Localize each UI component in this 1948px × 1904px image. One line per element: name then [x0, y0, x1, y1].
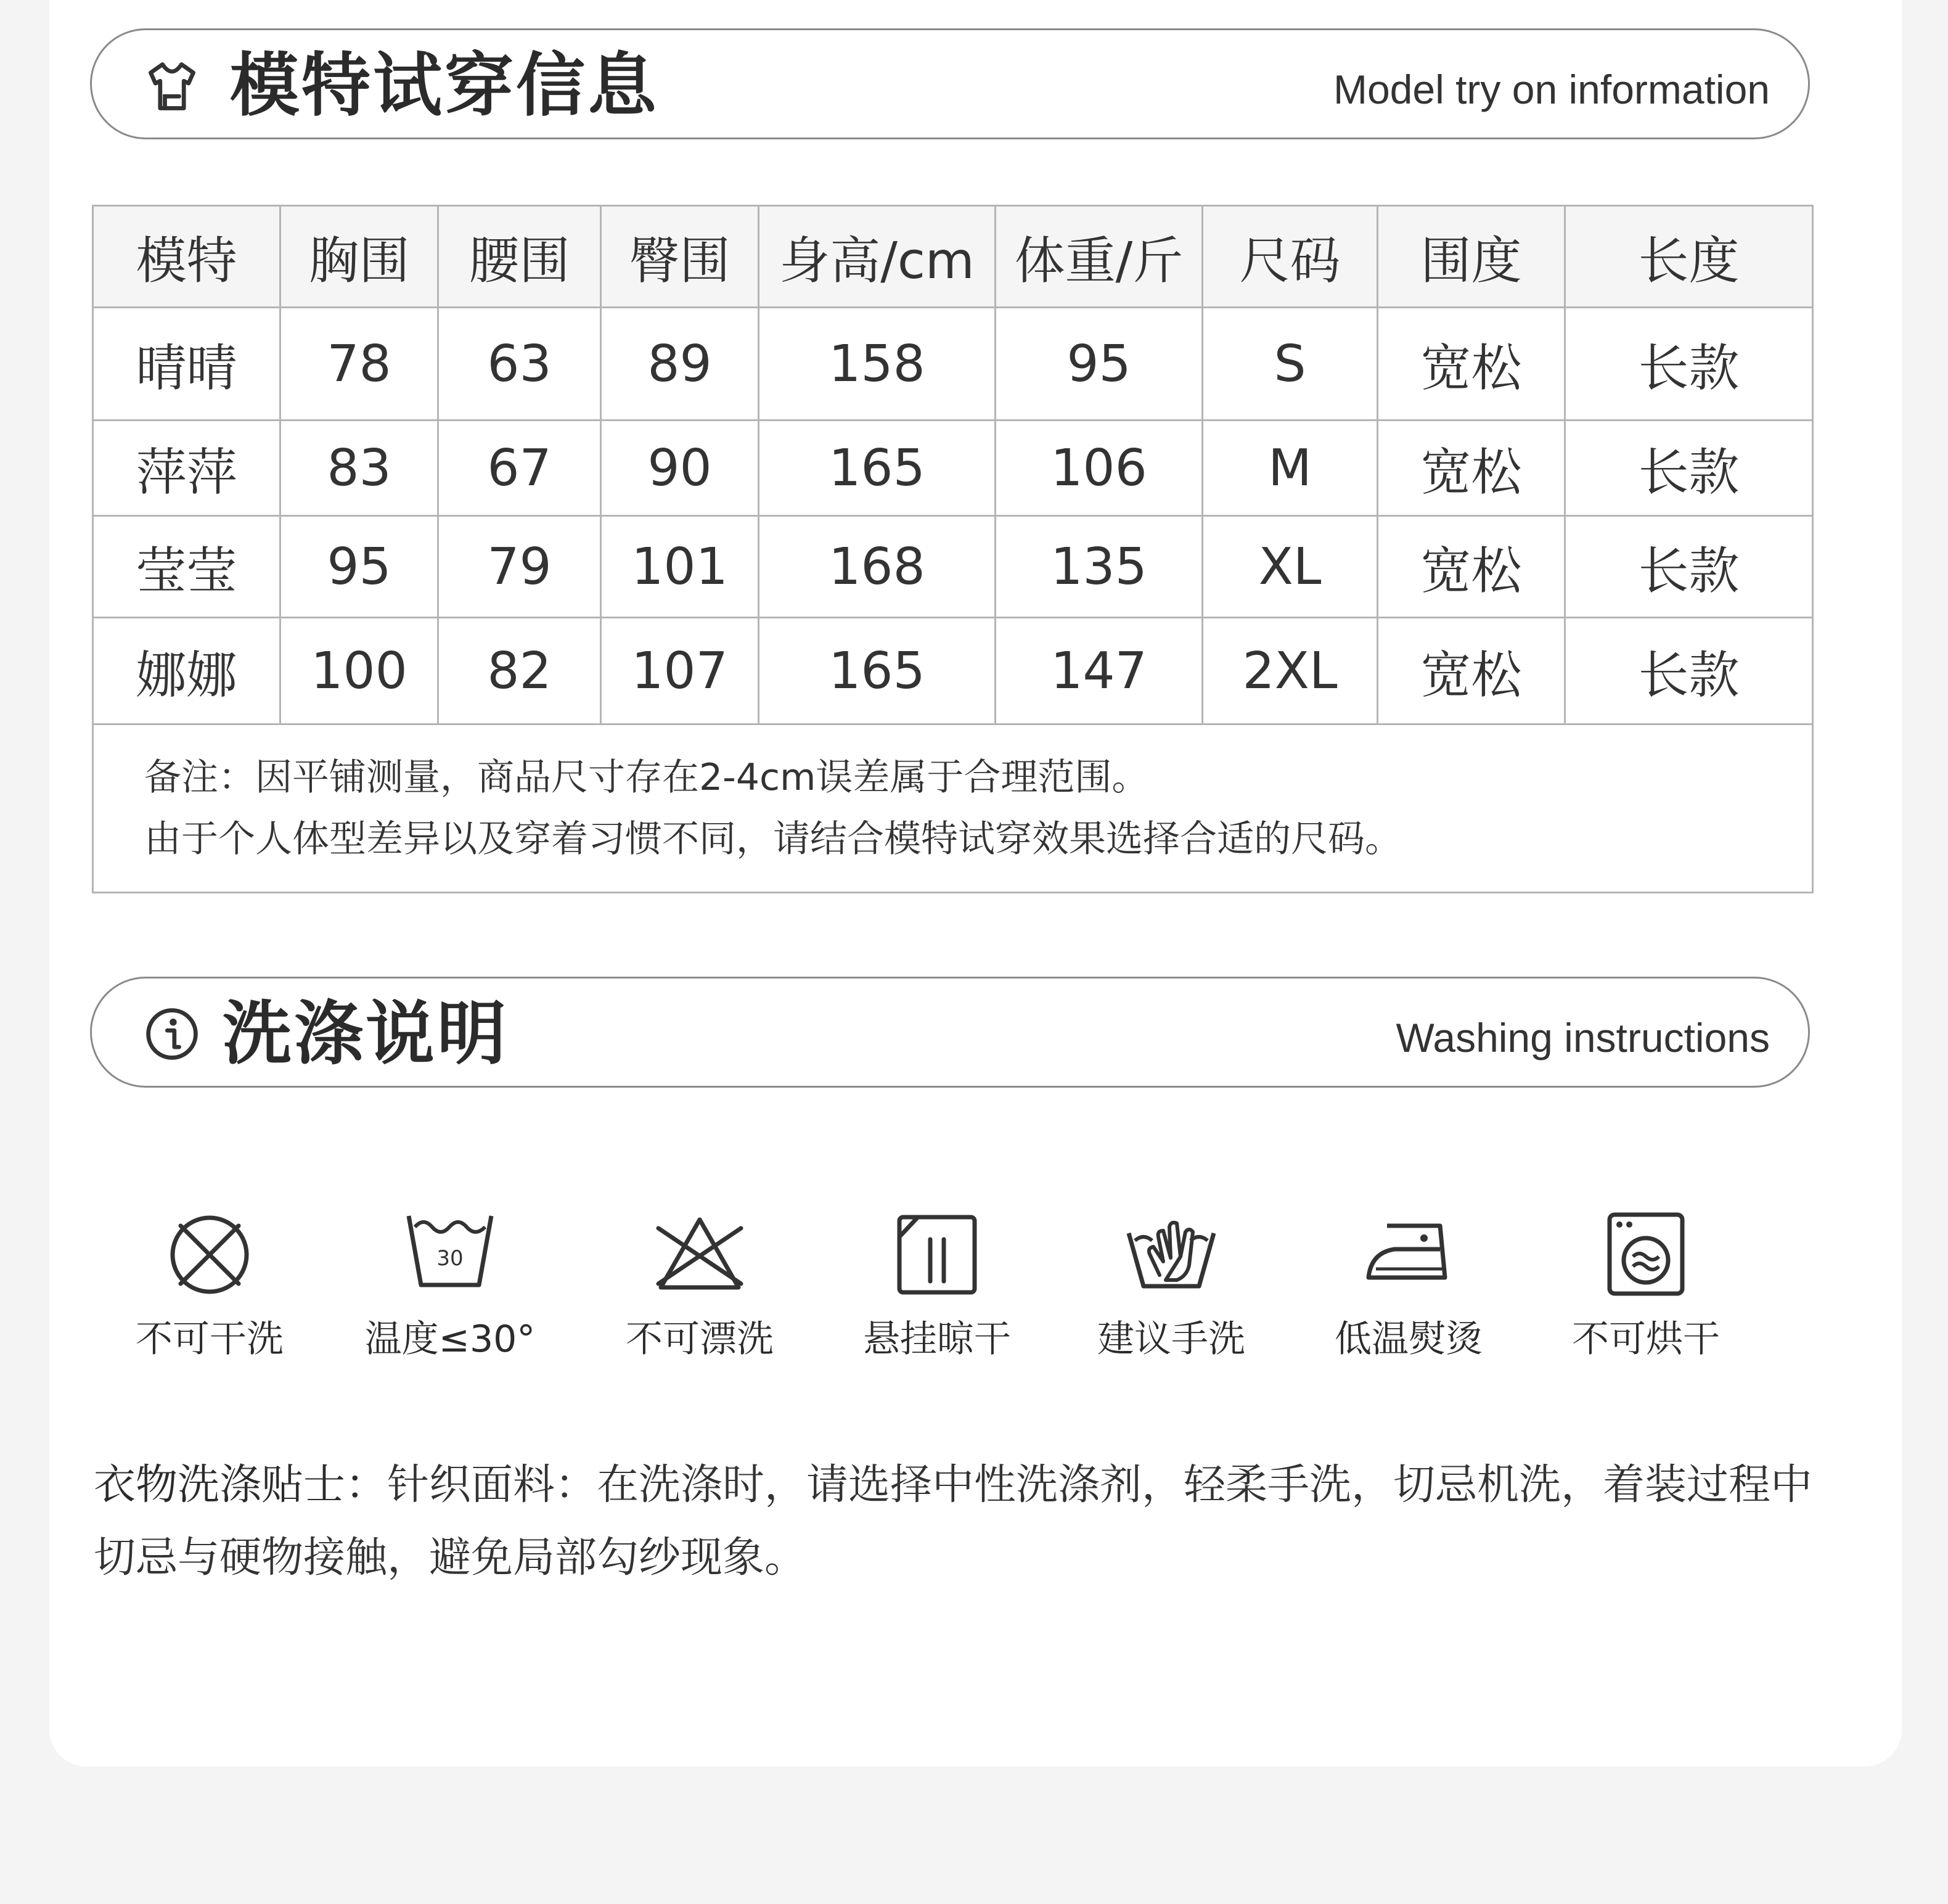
- table-cell: M: [1203, 421, 1378, 516]
- table-cell: 89: [601, 308, 759, 421]
- table-cell: 165: [759, 618, 996, 724]
- care-item-no-tumble-dry: [1541, 1208, 1751, 1363]
- washing-header: [90, 977, 1810, 1088]
- table-cell: XL: [1203, 516, 1378, 618]
- washing-tips: [94, 1449, 1832, 1594]
- table-cell: 宽松: [1378, 308, 1565, 421]
- washing-subtitle: Washing instructions: [1396, 1015, 1770, 1061]
- header-cell: 模特: [93, 206, 280, 308]
- table-cell: 晴晴: [93, 308, 280, 421]
- table-cell: 宽松: [1378, 516, 1565, 618]
- table-cell: 101: [601, 516, 759, 618]
- table-cell: 135: [996, 516, 1203, 618]
- table-cell: 宽松: [1378, 618, 1565, 724]
- care-label: 不可烘干: [1572, 1318, 1720, 1361]
- wash-30-icon: [404, 1208, 496, 1301]
- table-cell: 79: [438, 516, 601, 618]
- tips-text: 针织面料：在洗涤时，请选择中性洗涤剂，轻柔手洗，切忌机洗，着装过程中切忌与硬物接触，避免局部勾纱现象。: [94, 1461, 1813, 1582]
- care-item-hand-wash: [1066, 1208, 1276, 1363]
- header-cell: 胸围: [280, 206, 438, 308]
- no-tumble-dry-icon: [1600, 1208, 1692, 1301]
- table-row: [93, 308, 1813, 421]
- table-note: [93, 724, 1813, 893]
- table-cell: 82: [438, 618, 601, 724]
- no-bleach-icon: [653, 1208, 746, 1301]
- info-icon: [142, 1004, 202, 1064]
- table-cell: 78: [280, 308, 438, 421]
- header-cell: 腰围: [438, 206, 601, 308]
- table-cell: 长款: [1565, 618, 1813, 724]
- care-label: 建议手洗: [1097, 1318, 1245, 1361]
- table-cell: 147: [996, 618, 1203, 724]
- table-cell: 67: [438, 421, 601, 516]
- care-item-low-iron: [1304, 1208, 1513, 1363]
- model-size-table: [92, 205, 1814, 893]
- table-row: [93, 516, 1813, 618]
- tips-label: 衣物洗涤贴士：: [94, 1461, 388, 1509]
- note-line: 备注：因平铺测量，商品尺寸存在2-4cm误差属于合理范围。: [144, 756, 1149, 799]
- table-cell: 158: [759, 308, 996, 421]
- care-label: 不可干洗: [136, 1318, 284, 1361]
- hand-wash-icon: [1125, 1208, 1218, 1301]
- table-cell: S: [1203, 308, 1378, 421]
- table-cell: 165: [759, 421, 996, 516]
- header-cell: 尺码: [1203, 206, 1378, 308]
- washing-title: 洗涤说明: [223, 994, 509, 1074]
- care-label: 悬挂晾干: [863, 1318, 1011, 1361]
- table-cell: 95: [996, 308, 1203, 421]
- wash-temp-value: 30: [436, 1246, 464, 1271]
- header-cell: 臀围: [601, 206, 759, 308]
- model-info-header: [90, 28, 1810, 139]
- table-cell: 90: [601, 421, 759, 516]
- drip-dry-icon: [891, 1208, 983, 1301]
- table-cell: 83: [280, 421, 438, 516]
- care-item-no-bleach: [595, 1208, 804, 1363]
- header-cell: 围度: [1378, 206, 1565, 308]
- table-cell: 2XL: [1203, 618, 1378, 724]
- table-cell: 娜娜: [93, 618, 280, 724]
- model-info-title: 模特试穿信息: [230, 46, 659, 126]
- tshirt-icon: [142, 56, 202, 115]
- table-row: [93, 421, 1813, 516]
- care-label: 低温熨烫: [1335, 1318, 1483, 1361]
- table-row: [93, 618, 1813, 724]
- model-info-subtitle: Model try on information: [1333, 67, 1770, 112]
- table-cell: 宽松: [1378, 421, 1565, 516]
- table-cell: 萍萍: [93, 421, 280, 516]
- table-cell: 长款: [1565, 308, 1813, 421]
- care-item-drip-dry: [832, 1208, 1042, 1363]
- care-label: 不可漂洗: [626, 1318, 774, 1361]
- table-cell: 63: [438, 308, 601, 421]
- table-cell: 95: [280, 516, 438, 618]
- table-header-row: [93, 206, 1813, 308]
- note-line: 由于个人体型差异以及穿着习惯不同，请结合模特试穿效果选择合适的尺码。: [144, 818, 1402, 861]
- table-note-row: [93, 724, 1813, 893]
- care-item-wash-30: [345, 1208, 555, 1363]
- low-iron-icon: [1362, 1208, 1455, 1301]
- table-cell: 168: [759, 516, 996, 618]
- header-cell: 长度: [1565, 206, 1813, 308]
- no-dry-clean-icon: [163, 1208, 256, 1301]
- table-cell: 莹莹: [93, 516, 280, 618]
- care-label: 温度≤30°: [364, 1318, 536, 1361]
- care-item-no-dry-clean: [105, 1208, 314, 1363]
- table-cell: 长款: [1565, 516, 1813, 618]
- table-cell: 长款: [1565, 421, 1813, 516]
- table-cell: 107: [601, 618, 759, 724]
- table-cell: 100: [280, 618, 438, 724]
- header-cell: 体重/斤: [996, 206, 1203, 308]
- header-cell: 身高/cm: [759, 206, 996, 308]
- table-cell: 106: [996, 421, 1203, 516]
